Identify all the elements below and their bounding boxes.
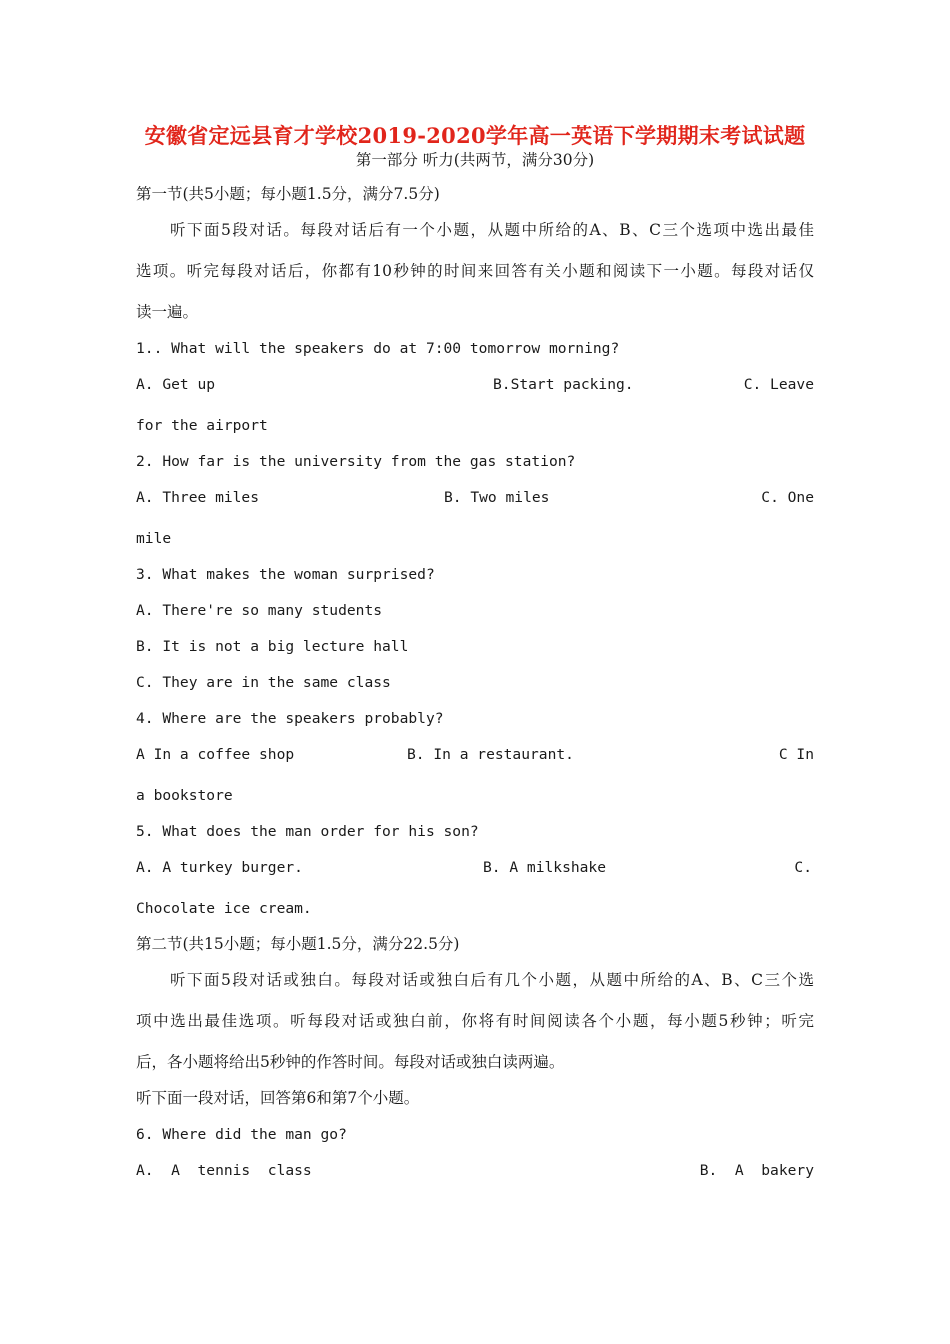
section-two-instruction-line: 后，各小题将给出5秒钟的作答时间。每段对话或独白读两遍。 <box>136 1053 565 1071</box>
question-6: 6. Where did the man go? <box>136 1126 347 1143</box>
section-one-instruction-line: 读一遍。 <box>136 303 199 321</box>
question-2: 2. How far is the university from the gas station? <box>136 453 576 470</box>
q1-option-a: A. Get up <box>136 376 216 393</box>
question-3: 3. What makes the woman surprised? <box>136 566 435 583</box>
q2-option-a: A. Three miles <box>136 489 260 506</box>
q1-option-c-continued: for the airport <box>136 417 268 434</box>
section-two-instruction-line: 项中选出最佳选项。听每段对话或独白前，你将有时间阅读各个小题，每小题5秒钟；听完 <box>136 1012 814 1030</box>
q6-option-b: B. A bakery <box>699 1162 814 1179</box>
section-two-heading: 第二节(共15小题；每小题1.5分，满分22.5分) <box>136 935 460 953</box>
q4-option-b: B. In a restaurant. <box>407 746 574 763</box>
section-one-instruction-line: 听下面5段对话。每段对话后有一个小题，从题中所给的A、B、C三个选项中选出最佳 <box>170 221 814 239</box>
part-one-heading: 第一部分 听力(共两节，满分30分) <box>355 151 595 169</box>
document-title: 安徽省定远县育才学校2019-2020学年高一英语下学期期末考试试题 <box>144 123 806 148</box>
q3-option-a: A. There're so many students <box>136 602 383 619</box>
q4-option-c-continued: a bookstore <box>136 787 233 804</box>
question-1: 1.. What will the speakers do at 7:00 tomorrow morning? <box>136 340 620 357</box>
q6-option-a: A. A tennis class <box>136 1162 312 1179</box>
q4-option-c: C In <box>778 746 814 763</box>
question-4: 4. Where are the speakers probably? <box>136 710 444 727</box>
q5-option-b: B. A milkshake <box>483 859 607 876</box>
dialogue-intro: 听下面一段对话，回答第6和第7个小题。 <box>136 1089 420 1107</box>
q3-option-b: B. It is not a big lecture hall <box>136 638 409 655</box>
section-one-instruction-line: 选项。听完每段对话后，你都有10秒钟的时间来回答有关小题和阅读下一小题。每段对话仅 <box>136 262 814 280</box>
question-5: 5. What does the man order for his son? <box>136 823 479 840</box>
q5-option-a: A. A turkey burger. <box>136 859 303 876</box>
q4-option-a: A In a coffee shop <box>136 746 295 763</box>
section-two-instruction-line: 听下面5段对话或独白。每段对话或独白后有几个小题，从题中所给的A、B、C三个选 <box>170 971 814 989</box>
section-one-heading: 第一节(共5小题；每小题1.5分，满分7.5分) <box>136 185 440 203</box>
q2-option-b: B. Two miles <box>444 489 550 506</box>
q3-option-c: C. They are in the same class <box>136 674 391 691</box>
q2-option-c-continued: mile <box>136 530 172 547</box>
q1-option-c: C. Leave <box>743 376 814 393</box>
q5-option-c: C. <box>794 859 812 876</box>
q5-option-c-continued: Chocolate ice cream. <box>136 900 312 917</box>
q1-option-b: B.Start packing. <box>493 376 634 393</box>
q2-option-c: C. One <box>761 489 814 506</box>
